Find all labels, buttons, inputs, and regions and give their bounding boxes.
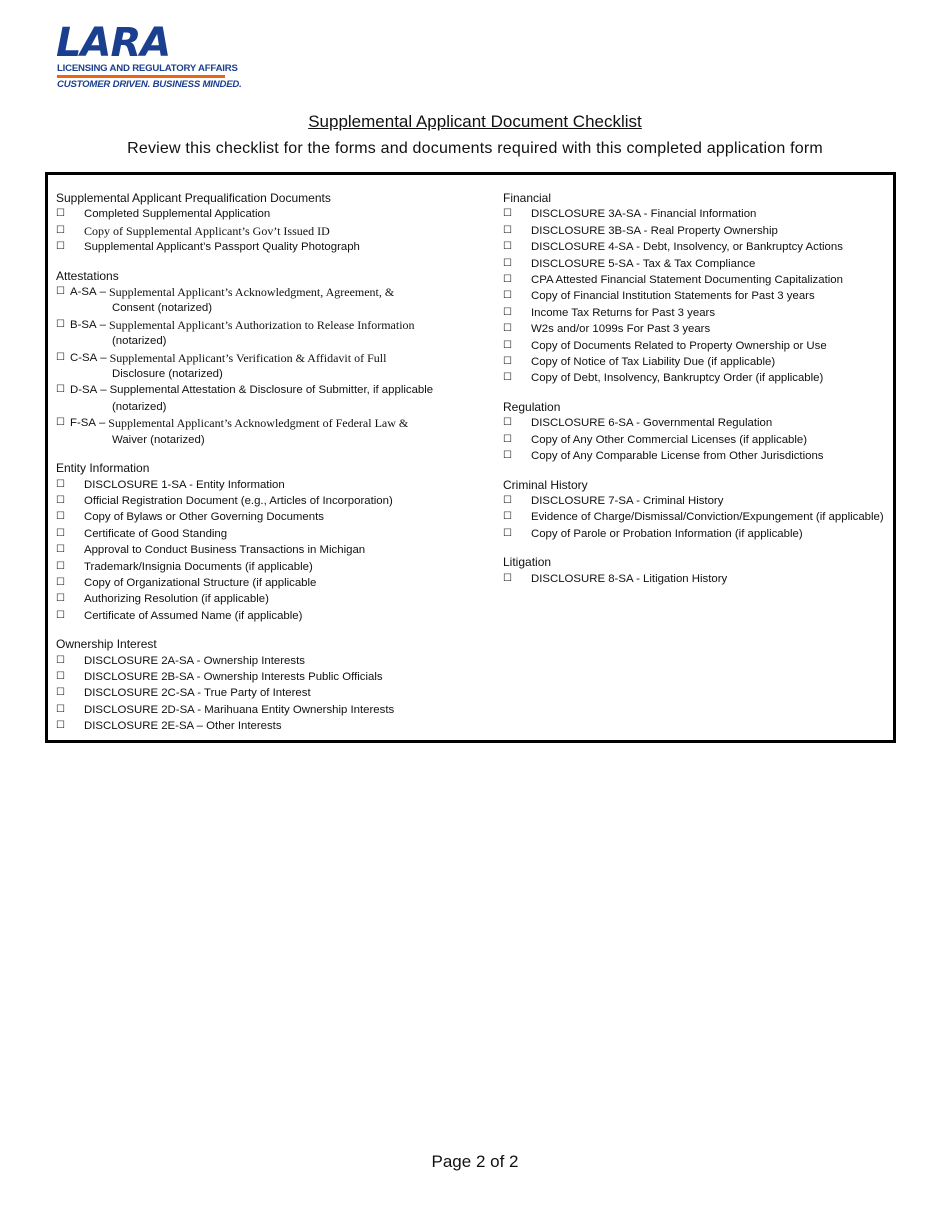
checklist-item[interactable] bbox=[56, 669, 466, 685]
page-number: Page 2 of 2 bbox=[431, 1152, 519, 1171]
checklist-item[interactable] bbox=[503, 526, 893, 542]
checkbox-icon[interactable]: ☐ bbox=[503, 433, 512, 445]
checklist-item[interactable] bbox=[56, 542, 466, 558]
checkbox-icon[interactable]: ☐ bbox=[56, 720, 65, 732]
checklist-item[interactable] bbox=[56, 685, 466, 701]
checkbox-icon[interactable]: ☐ bbox=[503, 356, 512, 368]
checklist-item[interactable] bbox=[503, 288, 893, 304]
attestation-title: Supplemental Applicant’s Authorization to Release Information bbox=[108, 317, 415, 332]
item-label: Copy of Financial Institution Statements for Past 3 years bbox=[531, 290, 815, 303]
attestation-continuation: Disclosure (notarized) bbox=[112, 368, 223, 381]
item-label: Certificate of Good Standing bbox=[84, 527, 228, 540]
item-label: Trademark/Insignia Documents (if applicable) bbox=[84, 560, 313, 573]
attestation-item[interactable] bbox=[56, 382, 466, 415]
checklist-item[interactable] bbox=[56, 575, 466, 591]
checkbox-icon[interactable]: ☐ bbox=[56, 654, 65, 666]
lara-logo bbox=[56, 20, 242, 94]
item-label: DISCLOSURE 7-SA - Criminal History bbox=[531, 494, 724, 507]
checklist-item[interactable] bbox=[56, 559, 466, 575]
item-label: Certificate of Assumed Name (if applicable) bbox=[84, 609, 303, 622]
attestation-code: B-SA bbox=[70, 318, 97, 331]
checkbox-icon[interactable]: ☐ bbox=[503, 339, 512, 351]
item-label: CPA Attested Financial Statement Documenting Capitalization bbox=[531, 274, 843, 287]
checklist-item[interactable] bbox=[56, 477, 466, 493]
page-title: Supplemental Applicant Document Checklist bbox=[308, 112, 642, 131]
item-label: DISCLOSURE 2C-SA - True Party of Interest bbox=[84, 687, 311, 700]
checkbox-icon[interactable]: ☐ bbox=[503, 257, 512, 269]
attestation-continuation: Waiver (notarized) bbox=[112, 433, 205, 446]
checkbox-icon[interactable]: ☐ bbox=[56, 478, 65, 490]
section-title: Financial bbox=[503, 191, 552, 205]
checklist-item[interactable] bbox=[503, 354, 893, 370]
section-prequalification bbox=[56, 190, 466, 256]
checklist-item[interactable] bbox=[503, 432, 893, 448]
item-label: Approval to Conduct Business Transactions in Michigan bbox=[84, 544, 366, 557]
checkbox-icon[interactable]: ☐ bbox=[503, 224, 512, 236]
item-label: Copy of Organizational Structure (if applicable bbox=[84, 576, 317, 589]
checkbox-icon[interactable]: ☐ bbox=[56, 494, 65, 506]
checklist-item[interactable] bbox=[56, 718, 466, 734]
item-label: DISCLOSURE 3A-SA - Financial Information bbox=[531, 208, 757, 221]
item-label: DISCLOSURE 6-SA - Governmental Regulation bbox=[531, 417, 773, 430]
section-criminal-history bbox=[503, 477, 893, 543]
section-litigation bbox=[503, 554, 893, 587]
section-title: Criminal History bbox=[503, 477, 588, 492]
checkbox-icon[interactable]: ☐ bbox=[56, 241, 65, 253]
checkbox-icon[interactable]: ☐ bbox=[56, 703, 65, 715]
attestation-item[interactable] bbox=[56, 284, 466, 317]
item-label: Authorizing Resolution (if applicable) bbox=[84, 593, 269, 606]
checkbox-icon[interactable]: ☐ bbox=[56, 511, 65, 523]
left-column bbox=[56, 190, 466, 747]
checklist-item[interactable] bbox=[503, 370, 893, 386]
checkbox-icon[interactable]: ☐ bbox=[503, 306, 512, 318]
item-label: Copy of Bylaws or Other Governing Documents bbox=[84, 511, 324, 524]
checklist-item[interactable] bbox=[56, 206, 466, 222]
checklist-item[interactable] bbox=[503, 223, 893, 239]
checklist-item[interactable] bbox=[56, 591, 466, 607]
item-label: Copy of Any Comparable License from Other Jurisdictions bbox=[531, 450, 824, 463]
checkbox-icon[interactable]: ☐ bbox=[503, 572, 512, 584]
item-label: DISCLOSURE 2A-SA - Ownership Interests bbox=[84, 654, 305, 667]
checklist-item[interactable] bbox=[503, 321, 893, 337]
item-label: DISCLOSURE 2E-SA – Other Interests bbox=[84, 720, 282, 733]
attestation-continuation: (notarized) bbox=[112, 400, 167, 413]
checkbox-icon[interactable]: ☐ bbox=[56, 687, 65, 699]
attestation-dash: – bbox=[100, 351, 107, 364]
checklist-item[interactable] bbox=[503, 256, 893, 272]
item-label: DISCLOSURE 3B-SA - Real Property Ownership bbox=[531, 224, 778, 237]
section-regulation bbox=[503, 399, 893, 465]
item-label: Supplemental Applicant’s Passport Quality Photograph bbox=[84, 241, 360, 254]
checklist-item[interactable] bbox=[503, 206, 893, 222]
section-ownership-interest bbox=[56, 636, 466, 734]
checklist-item[interactable] bbox=[56, 493, 466, 509]
checkbox-icon[interactable]: ☐ bbox=[56, 208, 65, 220]
section-title: Litigation bbox=[503, 555, 552, 570]
checkbox-icon[interactable]: ☐ bbox=[56, 417, 65, 429]
item-label: DISCLOSURE 2D-SA - Marihuana Entity Ownership Interests bbox=[84, 703, 395, 716]
item-label: DISCLOSURE 5-SA - Tax & Tax Compliance bbox=[531, 257, 756, 270]
item-label: Copy of Parole or Probation Information (if applicable) bbox=[531, 527, 803, 540]
attestation-title: Supplemental Attestation & Disclosure of Submitter, if applicable bbox=[109, 384, 434, 397]
attestation-code: D-SA bbox=[70, 384, 98, 397]
logo-wordmark: LARA bbox=[56, 20, 171, 66]
page-subtitle: Review this checklist for the forms and documents required with this completed application form bbox=[127, 140, 823, 157]
section-title: Entity Information bbox=[56, 461, 150, 476]
checklist-item[interactable] bbox=[56, 239, 466, 255]
attestation-title: Supplemental Applicant’s Verification & Affidavit of Full bbox=[109, 350, 387, 365]
section-entity-information bbox=[56, 460, 466, 624]
checkbox-icon[interactable]: ☐ bbox=[56, 286, 65, 298]
item-label: Completed Supplemental Application bbox=[84, 208, 271, 221]
attestation-code: F-SA bbox=[70, 417, 96, 430]
checkbox-icon[interactable]: ☐ bbox=[56, 593, 65, 605]
attestation-continuation: Consent (notarized) bbox=[112, 302, 213, 315]
checkbox-icon[interactable]: ☐ bbox=[56, 576, 65, 588]
item-label: DISCLOSURE 1-SA - Entity Information bbox=[84, 478, 285, 491]
checkbox-icon[interactable]: ☐ bbox=[503, 494, 512, 506]
section-financial bbox=[503, 190, 893, 387]
checklist-item[interactable] bbox=[503, 272, 893, 288]
item-label: Income Tax Returns for Past 3 years bbox=[531, 306, 716, 319]
attestation-code: C-SA bbox=[70, 351, 98, 364]
item-label: Copy of Documents Related to Property Ownership or Use bbox=[531, 339, 827, 352]
right-column bbox=[503, 190, 893, 599]
logo-tagline-motto: CUSTOMER DRIVEN. BUSINESS MINDED. bbox=[57, 79, 242, 90]
checkbox-icon[interactable]: ☐ bbox=[503, 241, 512, 253]
checklist-item[interactable] bbox=[56, 702, 466, 718]
item-label: DISCLOSURE 2B-SA - Ownership Interests Public Officials bbox=[84, 670, 383, 683]
item-label: Official Registration Document (e.g., Articles of Incorporation) bbox=[84, 494, 393, 507]
attestation-title: Supplemental Applicant’s Acknowledgment of Federal Law & bbox=[108, 416, 409, 431]
checkbox-icon[interactable]: ☐ bbox=[503, 274, 512, 286]
item-label: DISCLOSURE 4-SA - Debt, Insolvency, or Bankruptcy Actions bbox=[531, 241, 843, 254]
checkbox-icon[interactable]: ☐ bbox=[503, 323, 512, 335]
checkbox-icon[interactable]: ☐ bbox=[56, 670, 65, 682]
checklist-item[interactable] bbox=[503, 239, 893, 255]
checklist-item[interactable] bbox=[56, 509, 466, 525]
section-title: Attestations bbox=[56, 268, 119, 283]
checkbox-icon[interactable]: ☐ bbox=[56, 527, 65, 539]
attestation-title: Supplemental Applicant’s Acknowledgment, Agreement, & bbox=[108, 285, 395, 300]
checklist-item[interactable] bbox=[503, 509, 893, 525]
attestation-continuation: (notarized) bbox=[112, 335, 167, 348]
checkbox-icon[interactable]: ☐ bbox=[503, 208, 512, 220]
item-label: DISCLOSURE 8-SA - Litigation History bbox=[531, 572, 728, 585]
checklist-item[interactable] bbox=[503, 448, 893, 464]
checkbox-icon[interactable]: ☐ bbox=[56, 560, 65, 572]
checkbox-icon[interactable]: ☐ bbox=[503, 372, 512, 384]
checkbox-icon[interactable]: ☐ bbox=[56, 318, 65, 330]
checkbox-icon[interactable]: ☐ bbox=[56, 224, 65, 236]
checklist-item[interactable] bbox=[503, 338, 893, 354]
checklist-box bbox=[45, 172, 896, 743]
checklist-item[interactable] bbox=[503, 305, 893, 321]
checklist-item[interactable] bbox=[503, 571, 893, 587]
checkbox-icon[interactable]: ☐ bbox=[56, 544, 65, 556]
checkbox-icon[interactable]: ☐ bbox=[503, 527, 512, 539]
checklist-item[interactable] bbox=[56, 653, 466, 669]
checklist-item[interactable] bbox=[56, 608, 466, 624]
attestation-item[interactable] bbox=[56, 317, 466, 350]
checkbox-icon[interactable]: ☐ bbox=[503, 511, 512, 523]
attestation-dash: – bbox=[98, 417, 106, 430]
section-title: Regulation bbox=[503, 399, 561, 414]
section-attestations bbox=[56, 268, 466, 448]
section-title: Supplemental Applicant Prequalification Documents bbox=[56, 191, 331, 205]
item-label: W2s and/or 1099s For Past 3 years bbox=[531, 323, 711, 336]
section-title: Ownership Interest bbox=[56, 637, 157, 652]
checklist-item[interactable] bbox=[56, 223, 466, 239]
item-label: Copy of Any Other Commercial Licenses (if applicable) bbox=[531, 433, 808, 446]
logo-tagline-agency: LICENSING AND REGULATORY AFFAIRS bbox=[57, 63, 238, 74]
checklist-item[interactable] bbox=[503, 415, 893, 431]
attestation-code: A-SA bbox=[70, 286, 97, 299]
item-label: Copy of Notice of Tax Liability Due (if applicable) bbox=[531, 356, 776, 369]
checkbox-icon[interactable]: ☐ bbox=[503, 290, 512, 302]
attestation-item[interactable] bbox=[56, 415, 466, 448]
checklist-item[interactable] bbox=[56, 526, 466, 542]
checkbox-icon[interactable]: ☐ bbox=[503, 450, 512, 462]
item-label: Copy of Supplemental Applicant’s Gov’t Issued ID bbox=[84, 223, 330, 238]
checkbox-icon[interactable]: ☐ bbox=[503, 417, 512, 429]
item-label: Copy of Debt, Insolvency, Bankruptcy Order (if applicable) bbox=[531, 372, 824, 385]
logo-divider bbox=[57, 75, 225, 78]
checkbox-icon[interactable]: ☐ bbox=[56, 351, 65, 363]
attestation-dash: – bbox=[100, 384, 107, 397]
item-label: Evidence of Charge/Dismissal/Conviction/Expungement (if applicable) bbox=[531, 511, 884, 524]
checklist-item[interactable] bbox=[503, 493, 893, 509]
attestation-dash: – bbox=[99, 286, 106, 299]
attestation-item[interactable] bbox=[56, 350, 466, 383]
checkbox-icon[interactable]: ☐ bbox=[56, 609, 65, 621]
attestation-dash: – bbox=[99, 318, 106, 331]
checkbox-icon[interactable]: ☐ bbox=[56, 384, 65, 396]
